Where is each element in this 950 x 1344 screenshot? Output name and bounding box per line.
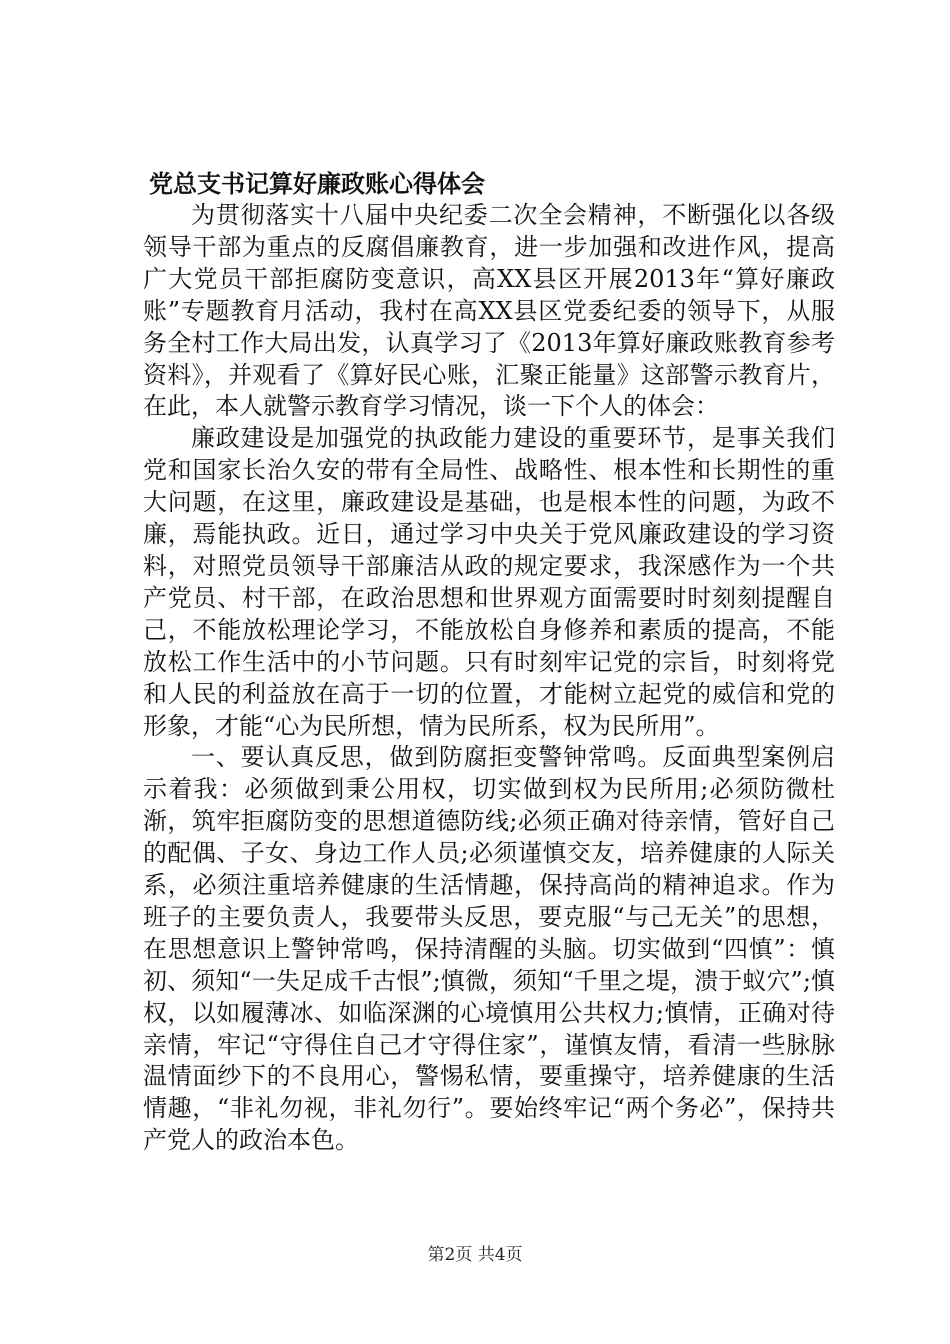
- paragraph-intro: 为贯彻落实十八届中央纪委二次全会精神，不断强化以各级领导干部为重点的反腐倡廉教育，进一步加强和改进作风，提高广大党员干部拒腐防变意识，高XX县区开展2013年“算好廉政账”专题教育月活动，我村在高XX县区党委纪委的领导下，从服务全村工作大局出发，认真学习了《2013年算好廉政账教育参考资料》，并观看了《算好民心账，汇聚正能量》这部警示教育片，在此，本人就警示教育学习情况，谈一下个人的体会：: [143, 201, 835, 421]
- document-body: [143, 168, 835, 1157]
- document-title: 党总支书记算好廉政账心得体会: [149, 169, 485, 198]
- paragraph-integrity-building: 廉政建设是加强党的执政能力建设的重要环节，是事关我们党和国家长治久安的带有全局性、战略性、根本性和长期性的重大问题，在这里，廉政建设是基础，也是根本性的问题，为政不廉，焉能执政。近日，通过学习中央关于党风廉政建设的学习资料，对照党员领导干部廉洁从政的规定要求，我深感作为一个共产党员、村干部，在政治思想和世界观方面需要时时刻刻提醒自己，不能放松理论学习，不能放松自身修养和素质的提高，不能放松工作生活中的小节问题。只有时刻牢记党的宗旨，时刻将党和人民的利益放在高于一切的位置，才能树立起党的威信和党的形象，才能“心为民所想，情为民所系，权为民所用”。: [143, 424, 835, 740]
- paragraph-point-one: 一、要认真反思，做到防腐拒变警钟常鸣。反面典型案例启示着我：必须做到秉公用权，切实做到权为民所用;必须防微杜渐，筑牢拒腐防变的思想道德防线;必须正确对待亲情，管好自己的配偶、子女、身边工作人员;必须谨慎交友，培养健康的人际关系，必须注重培养健康的生活情趣，保持高尚的精神追求。作为班子的主要负责人，我要带头反思，要克服“与己无关”的思想，在思想意识上警钟常鸣，保持清醒的头脑。切实做到“四慎”：慎初、须知“一失足成千古恨”;慎微，须知“千里之堤，溃于蚁穴”;慎权，以如履薄冰、如临深渊的心境慎用公共权力;慎情，正确对待亲情，牢记“守得住自己才守得住家”，谨慎友情，看清一些脉脉温情面纱下的不良用心，警惕私情，要重操守，培养健康的生活情趣，“非礼勿视，非礼勿行”。要始终牢记“两个务必”，保持共产党人的政治本色。: [143, 743, 835, 1155]
- page-number-footer: 第2页 共4页: [427, 1245, 523, 1265]
